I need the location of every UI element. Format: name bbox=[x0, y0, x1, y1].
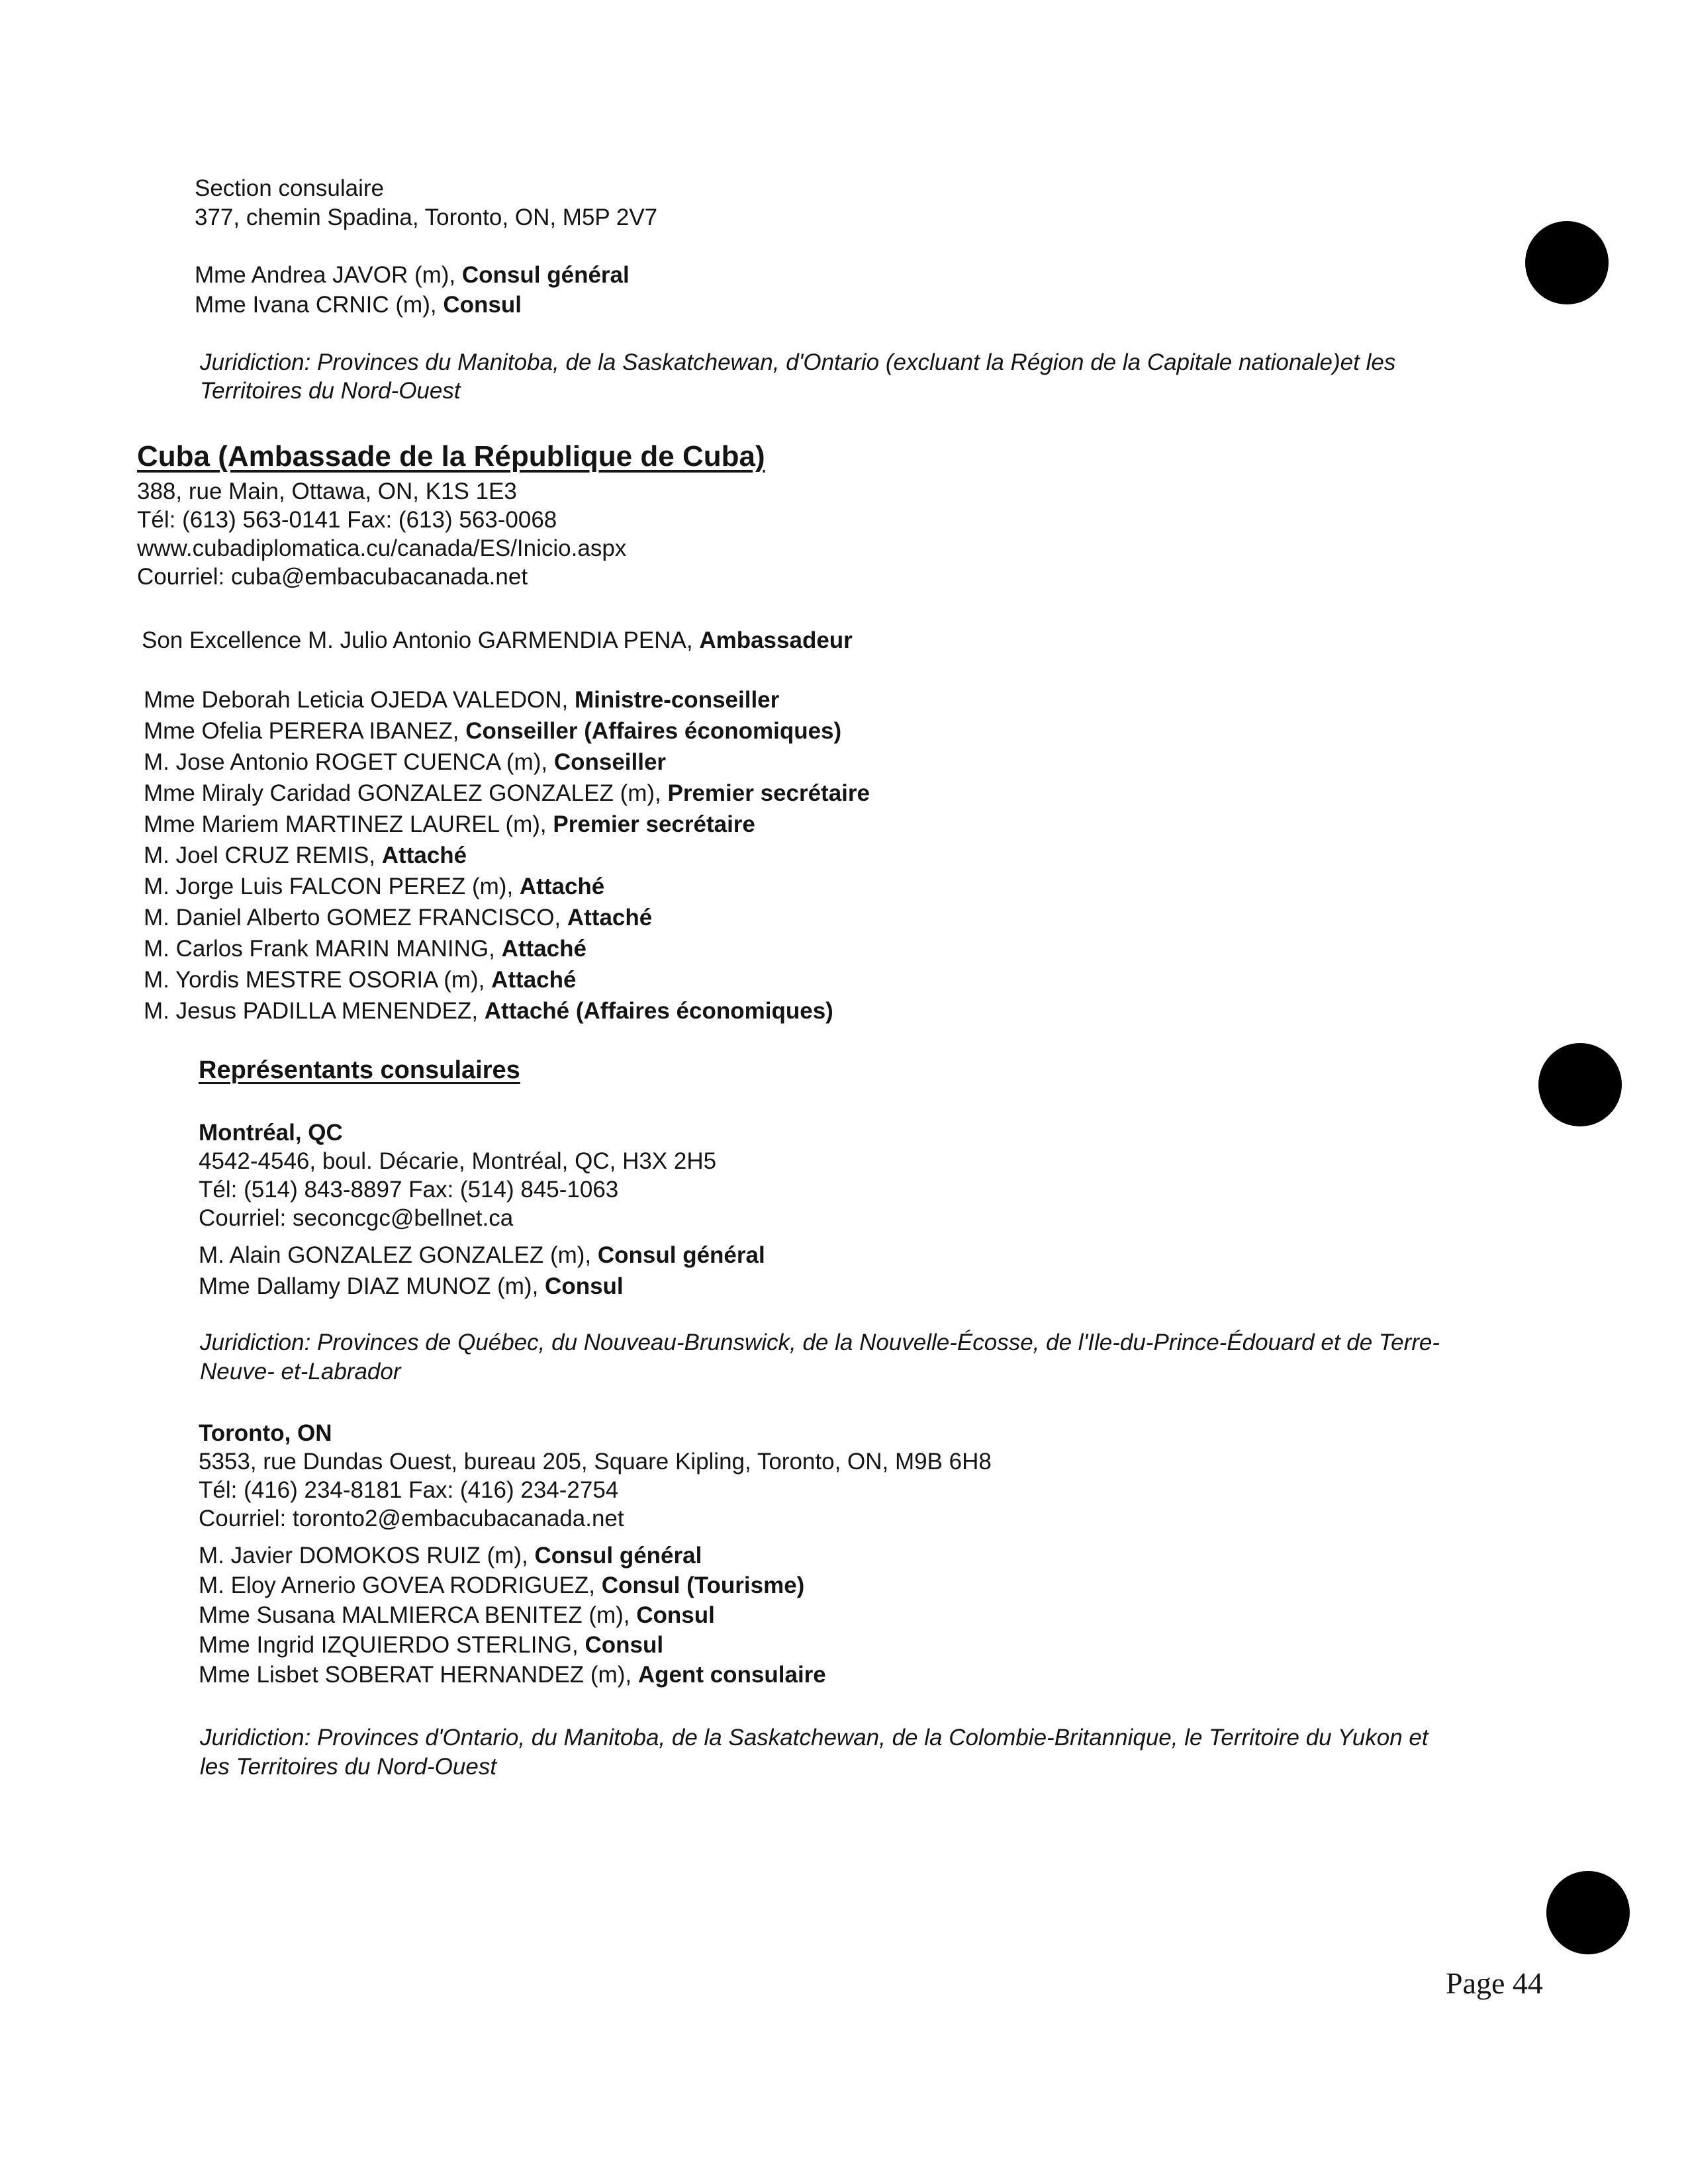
consulate-email: Courriel: seconcgc@bellnet.ca bbox=[199, 1205, 514, 1231]
punch-hole bbox=[1546, 1871, 1630, 1954]
staff-entry bbox=[199, 1273, 624, 1300]
staff-entry bbox=[144, 842, 467, 870]
staff-entry bbox=[144, 966, 576, 994]
staff-role: Attaché bbox=[501, 936, 586, 962]
punch-hole bbox=[1525, 221, 1609, 304]
staff-name: Mme Ofelia PERERA IBANEZ, bbox=[144, 718, 466, 744]
staff-entry bbox=[144, 717, 841, 745]
jurisdiction-text: Juridiction: Provinces d'Ontario, du Manitoba, de la Saskatchewan, de la Colombie-Britannique, le Territoire du Yukon et bbox=[200, 1725, 1429, 1751]
staff-name: M. Jose Antonio ROGET CUENCA (m), bbox=[144, 749, 554, 775]
staff-role: Consul bbox=[443, 292, 522, 318]
staff-role: Agent consulaire bbox=[637, 1662, 826, 1688]
jurisdiction-text: Juridiction: Provinces de Québec, du Nouveau-Brunswick, de la Nouvelle-Écosse, de l'Ile-du-Prince-Édouard et de Terre- bbox=[200, 1330, 1440, 1355]
staff-role: Attaché (Affaires économiques) bbox=[484, 998, 833, 1024]
staff-name: Mme Ivana CRNIC (m), bbox=[195, 292, 444, 318]
jurisdiction-text: les Territoires du Nord-Ouest bbox=[200, 1754, 497, 1780]
jurisdiction-text: Territoires du Nord-Ouest bbox=[200, 378, 461, 404]
embassy-phone: Tél: (613) 563-0141 Fax: (613) 563-0068 bbox=[137, 507, 557, 533]
staff-entry bbox=[144, 935, 586, 963]
embassy-email: Courriel: cuba@embacubacanada.net bbox=[137, 564, 528, 590]
staff-name: M. Javier DOMOKOS RUIZ (m), bbox=[199, 1543, 535, 1569]
staff-entry bbox=[195, 291, 522, 319]
punch-hole bbox=[1538, 1043, 1622, 1126]
embassy-website: www.cubadiplomatica.cu/canada/ES/Inicio.aspx bbox=[137, 535, 627, 561]
staff-entry bbox=[144, 811, 755, 839]
staff-role: Attaché bbox=[519, 874, 605, 899]
staff-name: Mme Mariem MARTINEZ LAUREL (m), bbox=[144, 811, 553, 837]
staff-entry bbox=[144, 686, 779, 714]
staff-entry bbox=[199, 1631, 663, 1659]
staff-role: Premier secrétaire bbox=[667, 780, 870, 806]
ambassador-entry bbox=[142, 627, 853, 655]
consular-heading: Représentants consulaires bbox=[199, 1056, 520, 1084]
staff-entry bbox=[144, 749, 666, 776]
staff-name: Son Excellence M. Julio Antonio GARMENDIA PENA, bbox=[142, 627, 700, 653]
section-address: 377, chemin Spadina, Toronto, ON, M5P 2V7 bbox=[195, 205, 658, 230]
staff-entry bbox=[199, 1572, 804, 1600]
staff-name: Mme Andrea JAVOR (m), bbox=[195, 262, 462, 288]
staff-entry bbox=[144, 873, 604, 901]
consulate-address: 4542-4546, boul. Décarie, Montréal, QC, H3X 2H5 bbox=[199, 1148, 717, 1174]
staff-entry bbox=[199, 1542, 702, 1570]
staff-role: Attaché bbox=[381, 842, 467, 868]
staff-name: Mme Dallamy DIAZ MUNOZ (m), bbox=[199, 1273, 545, 1299]
staff-role: Consul bbox=[585, 1632, 664, 1658]
city-heading: Montréal, QC bbox=[199, 1120, 343, 1146]
staff-entry bbox=[195, 261, 630, 289]
staff-role: Consul général bbox=[534, 1543, 702, 1569]
staff-name: Mme Lisbet SOBERAT HERNANDEZ (m), bbox=[199, 1662, 638, 1688]
embassy-address: 388, rue Main, Ottawa, ON, K1S 1E3 bbox=[137, 478, 517, 504]
staff-role: Consul général bbox=[597, 1242, 765, 1268]
staff-name: M. Joel CRUZ REMIS, bbox=[144, 842, 382, 868]
staff-name: M. Carlos Frank MARIN MANING, bbox=[144, 936, 502, 962]
city-heading: Toronto, ON bbox=[199, 1420, 332, 1446]
country-heading: Cuba (Ambassade de la République de Cuba) bbox=[137, 440, 765, 473]
consulate-email: Courriel: toronto2@embacubacanada.net bbox=[199, 1506, 624, 1531]
staff-role: Consul bbox=[636, 1602, 715, 1628]
staff-name: Mme Deborah Leticia OJEDA VALEDON, bbox=[144, 687, 575, 713]
staff-role: Ministre-conseiller bbox=[575, 687, 780, 713]
staff-role: Attaché bbox=[491, 967, 577, 993]
jurisdiction-text: Juridiction: Provinces du Manitoba, de la Saskatchewan, d'Ontario (excluant la Région de la Capitale nationale)et les bbox=[200, 349, 1396, 375]
staff-entry bbox=[199, 1661, 826, 1689]
staff-name: Mme Miraly Caridad GONZALEZ GONZALEZ (m), bbox=[144, 780, 668, 806]
staff-name: M. Eloy Arnerio GOVEA RODRIGUEZ, bbox=[199, 1572, 602, 1598]
staff-name: Mme Susana MALMIERCA BENITEZ (m), bbox=[199, 1602, 637, 1628]
jurisdiction-text: Neuve- et-Labrador bbox=[200, 1359, 401, 1385]
staff-role: Ambassadeur bbox=[699, 627, 853, 653]
staff-entry bbox=[144, 780, 870, 807]
staff-entry bbox=[199, 1242, 765, 1269]
staff-name: M. Alain GONZALEZ GONZALEZ (m), bbox=[199, 1242, 598, 1268]
staff-entry bbox=[199, 1602, 715, 1629]
staff-name: M. Jorge Luis FALCON PEREZ (m), bbox=[144, 874, 520, 899]
staff-role: Consul (Tourisme) bbox=[601, 1572, 805, 1598]
consulate-phone: Tél: (514) 843-8897 Fax: (514) 845-1063 bbox=[199, 1177, 619, 1203]
section-title: Section consulaire bbox=[195, 175, 384, 201]
staff-name: Mme Ingrid IZQUIERDO STERLING, bbox=[199, 1632, 585, 1658]
staff-role: Conseiller (Affaires économiques) bbox=[465, 718, 842, 744]
staff-entry bbox=[144, 904, 652, 932]
staff-name: M. Yordis MESTRE OSORIA (m), bbox=[144, 967, 492, 993]
staff-role: Premier secrétaire bbox=[553, 811, 755, 837]
staff-role: Consul bbox=[545, 1273, 624, 1299]
consulate-phone: Tél: (416) 234-8181 Fax: (416) 234-2754 bbox=[199, 1477, 619, 1503]
staff-role: Conseiller bbox=[553, 749, 667, 775]
page-number: Page 44 bbox=[1446, 1966, 1543, 2000]
staff-entry bbox=[144, 997, 833, 1025]
staff-role: Attaché bbox=[567, 905, 653, 931]
staff-role: Consul général bbox=[461, 262, 630, 288]
consulate-address: 5353, rue Dundas Ouest, bureau 205, Square Kipling, Toronto, ON, M9B 6H8 bbox=[199, 1449, 992, 1475]
staff-name: M. Daniel Alberto GOMEZ FRANCISCO, bbox=[144, 905, 567, 931]
staff-name: M. Jesus PADILLA MENENDEZ, bbox=[144, 998, 485, 1024]
